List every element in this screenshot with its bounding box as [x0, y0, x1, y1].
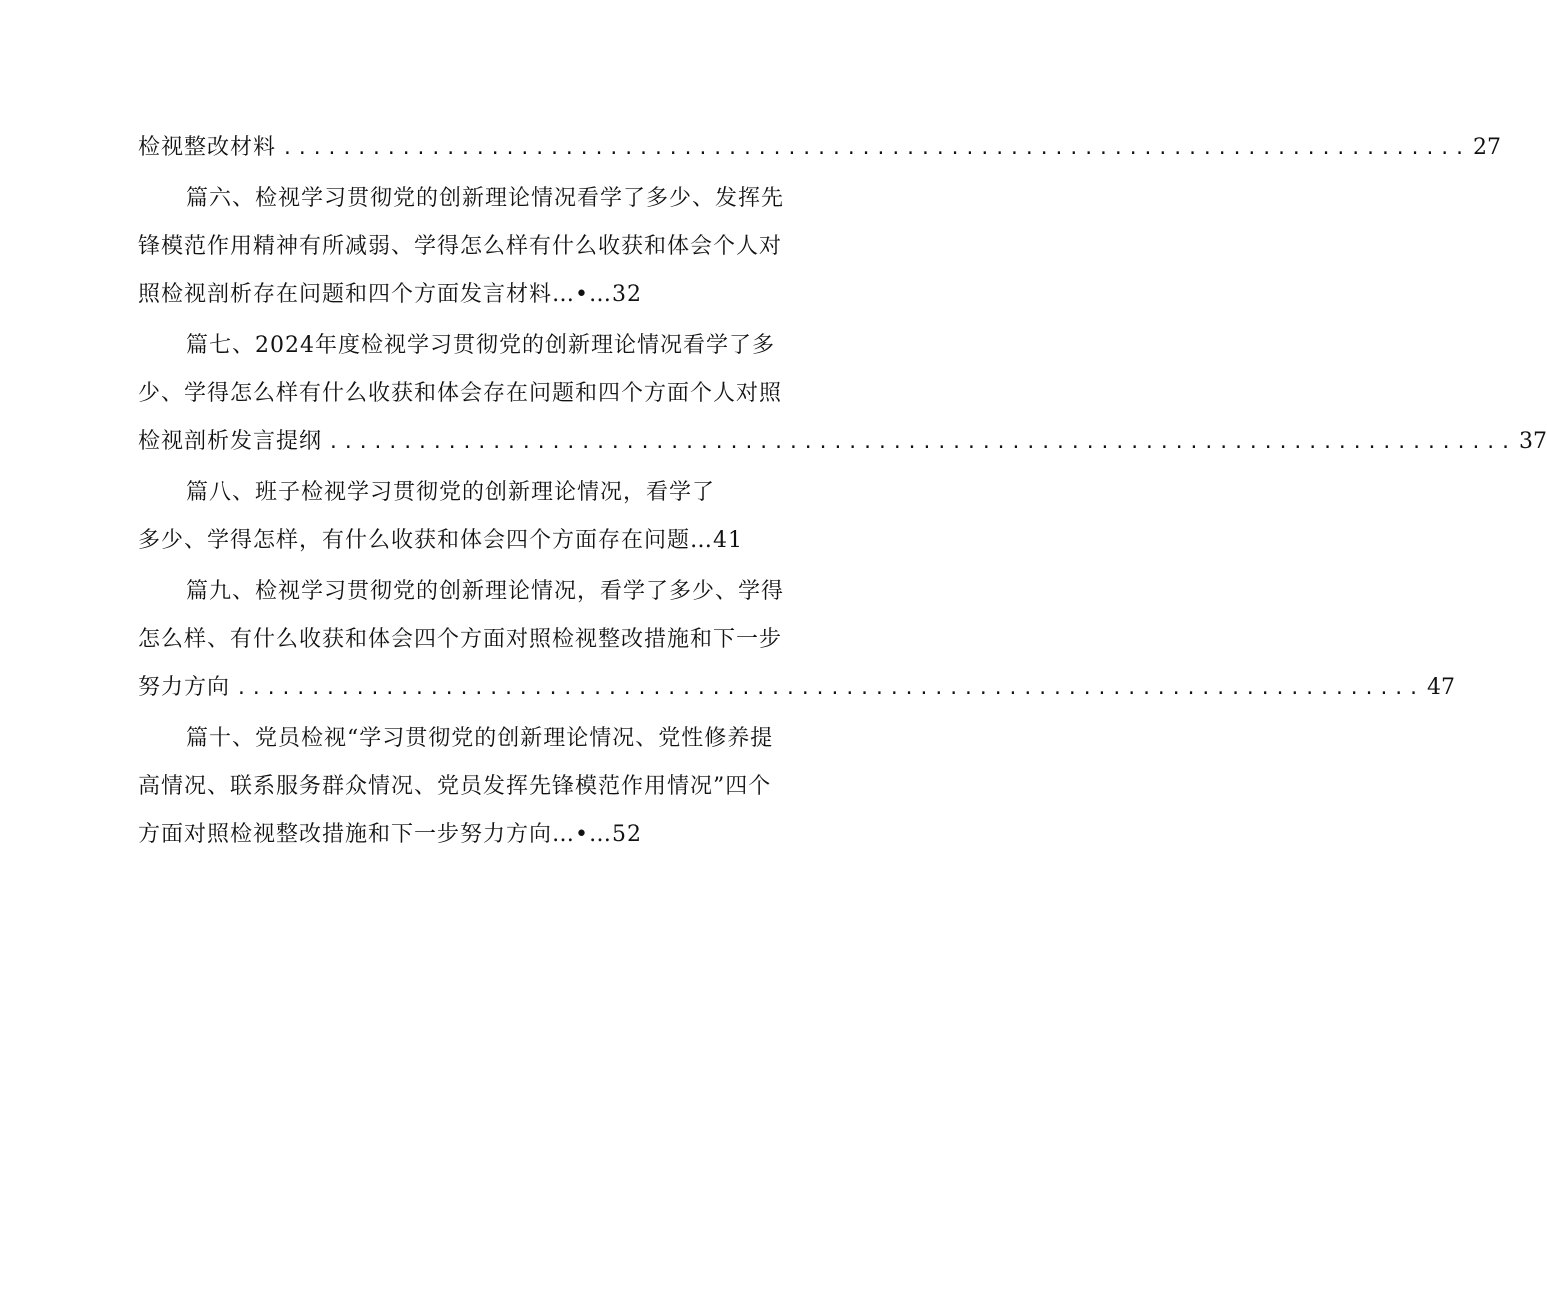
toc-page-number: 47 — [1426, 675, 1455, 700]
toc-entry-title: 高情况、联系服务群众情况、党员发挥先锋模范作用情况”四个 — [138, 774, 772, 799]
toc-entry-line[interactable] — [138, 128, 1501, 176]
toc-entry-line[interactable] — [138, 620, 788, 668]
toc-entry-line[interactable] — [138, 227, 788, 275]
toc-page-number: 37 — [1518, 429, 1547, 454]
toc-entry-title: 少、学得怎么样有什么收获和体会存在问题和四个方面个人对照 — [138, 381, 783, 406]
toc-page-number: 41 — [713, 528, 744, 553]
toc-leader-dots: ................................................................................ — [236, 678, 1423, 699]
toc-entry-title: 照检视剖析存在问题和四个方面发言材料 — [138, 282, 553, 307]
toc-leader-dots: ................................................................................ — [282, 138, 1469, 159]
toc-entry-line[interactable] — [138, 668, 1455, 716]
toc-entry-line[interactable] — [138, 767, 788, 815]
toc-entry-line[interactable] — [138, 326, 788, 374]
toc-entry-title: 篇十、党员检视“学习贯彻党的创新理论情况、党性修养提 — [186, 726, 774, 751]
table-of-contents — [138, 128, 1547, 863]
toc-leader-dots: ................................................................................ — [328, 432, 1515, 453]
toc-entry-title: 努力方向 — [138, 675, 231, 700]
toc-entry-line[interactable] — [138, 521, 788, 569]
toc-entry-title: 锋模范作用精神有所减弱、学得怎么样有什么收获和体会个人对 — [138, 234, 783, 259]
toc-entry-line[interactable] — [138, 473, 788, 521]
toc-leader-ellipsis: … — [690, 528, 714, 553]
toc-entry-line[interactable] — [138, 719, 788, 767]
toc-entry-line[interactable] — [138, 374, 788, 422]
toc-entry-line[interactable] — [138, 275, 788, 323]
toc-entry-title: 多少、学得怎样，有什么收获和体会四个方面存在问题 — [138, 528, 691, 553]
toc-entry-line[interactable] — [138, 179, 788, 227]
toc-entry-line[interactable] — [138, 422, 1547, 470]
toc-leader-ellipsis: …•… — [552, 282, 612, 307]
toc-entry-title: 检视整改材料 — [138, 135, 277, 160]
toc-leader-ellipsis: …•… — [552, 822, 612, 847]
toc-page-number: 27 — [1472, 135, 1501, 160]
toc-entry-title: 篇九、检视学习贯彻党的创新理论情况，看学了多少、学得 — [186, 579, 785, 604]
toc-entry-line[interactable] — [138, 815, 788, 863]
toc-entry-title: 怎么样、有什么收获和体会四个方面对照检视整改措施和下一步 — [138, 627, 783, 652]
toc-entry-title: 方面对照检视整改措施和下一步努力方向 — [138, 822, 553, 847]
toc-entry-line[interactable] — [138, 572, 788, 620]
toc-page-number: 52 — [612, 822, 642, 847]
toc-entry-title: 篇六、检视学习贯彻党的创新理论情况看学了多少、发挥先 — [186, 186, 785, 211]
toc-page-number: 32 — [612, 282, 642, 307]
toc-entry-title: 检视剖析发言提纲 — [138, 429, 323, 454]
toc-entry-title: 篇八、班子检视学习贯彻党的创新理论情况，看学了 — [186, 480, 716, 505]
toc-entry-title: 篇七、2024年度检视学习贯彻党的创新理论情况看学了多 — [186, 333, 775, 358]
